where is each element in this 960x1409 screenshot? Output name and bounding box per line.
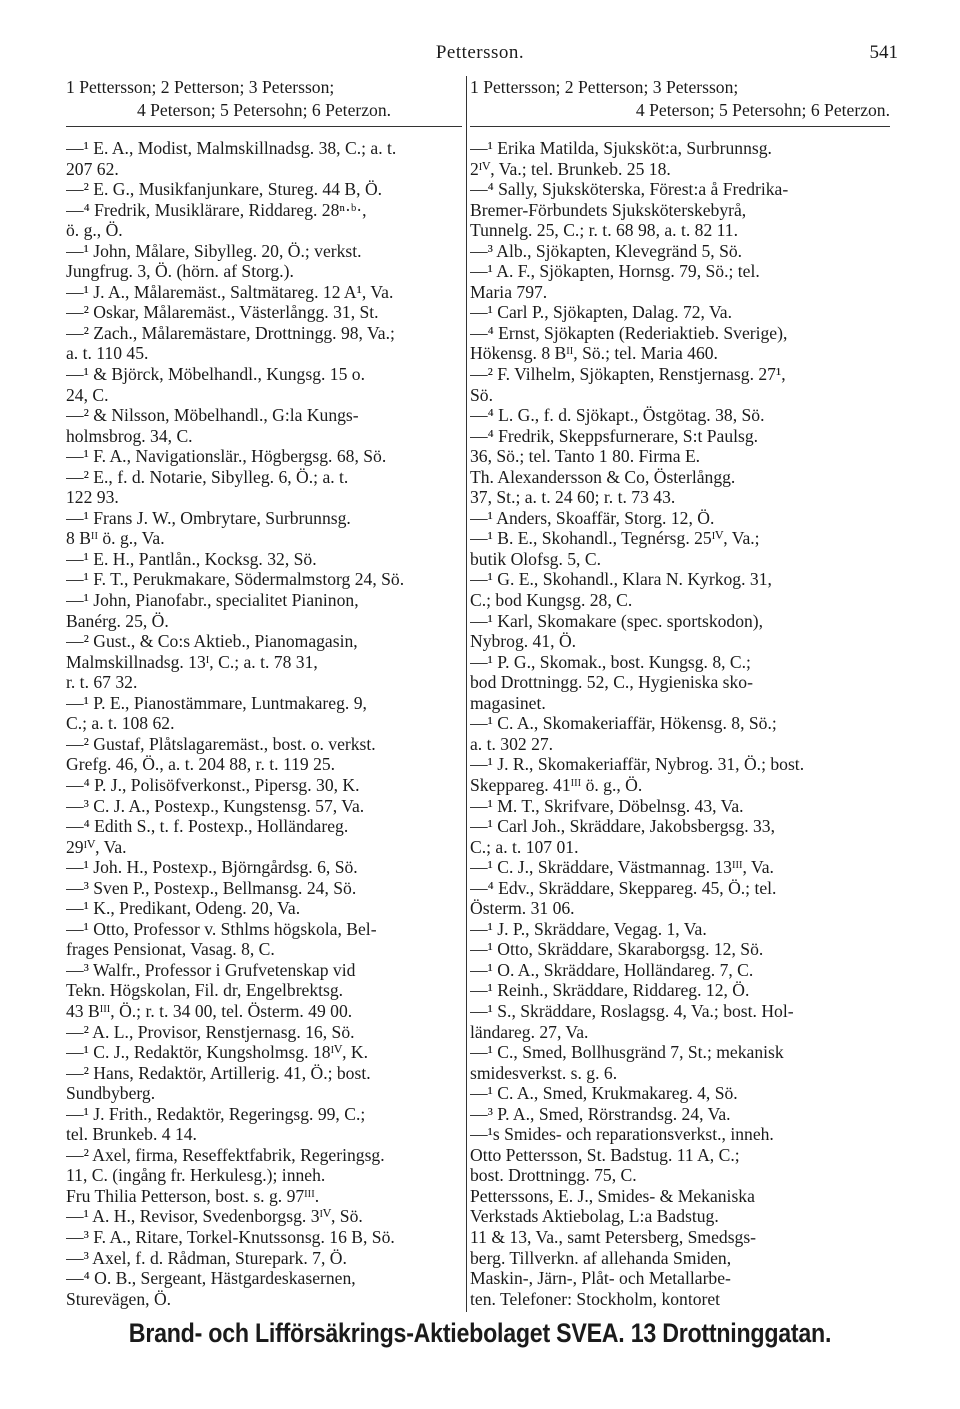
directory-entry-line: —¹ John, Målare, Sibylleg. 20, Ö.; verkst. (66, 240, 362, 261)
directory-entry-line: bod Drottningg. 52, C., Hygieniska sko- (470, 672, 753, 693)
directory-entry-line: —³ F. A., Ritare, Torkel-Knutssonsg. 16 B, Sö. (66, 1226, 395, 1247)
directory-entry-line: Th. Alexandersson & Co, Österlångg. (470, 466, 736, 487)
left-column-heading (66, 76, 462, 127)
directory-entry-line: —³ Sven P., Postexp., Bellmansg. 24, Sö. (66, 877, 357, 898)
directory-entry-line: 37, St.; a. t. 24 60; r. t. 73 43. (470, 487, 676, 508)
directory-entry-line: —¹ G. E., Skohandl., Klara N. Kyrkog. 31, (470, 569, 772, 590)
directory-entry-line: holmsbrog. 34, C. (66, 425, 193, 446)
directory-entry-line: bost. Drottningg. 75, C. (470, 1165, 637, 1186)
directory-entry-line: —³ Walfr., Professor i Grufvetenskap vid (66, 959, 356, 980)
directory-entry-line: 36, Sö.; tel. Tanto 1 80. Firma E. (470, 446, 701, 467)
right-heading-line2: 4 Peterson; 5 Petersohn; 6 Peterzon. (635, 100, 890, 120)
directory-entry-line: —³ P. A., Smed, Rörstrandsg. 24, Va. (470, 1103, 731, 1124)
directory-entry-line: —¹ J. R., Skomakeriaffär, Nybrog. 31, Ö.; bost. (470, 754, 805, 775)
directory-entry-line: —¹s Smides- och reparationsverkst., inneh. (470, 1124, 774, 1145)
directory-entry-line: 43 Bᴵᴵᴵ, Ö.; r. t. 34 00, tel. Österm. 49 00. (66, 1000, 353, 1021)
directory-entry-line: —⁴ Fredrik, Skeppsfurnerare, S:t Paulsg. (470, 425, 759, 446)
directory-entry-line: —¹ Frans J. W., Ombrytare, Surbrunnsg. (66, 507, 351, 528)
column-divider (466, 76, 467, 1312)
directory-entry-line: frages Pensionat, Vasag. 8, C. (66, 939, 275, 960)
directory-entry-line: —¹ Carl P., Sjökapten, Dalag. 72, Va. (470, 302, 732, 323)
directory-entry-line: —² E., f. d. Notarie, Sibylleg. 6, Ö.; a. t. (66, 466, 349, 487)
directory-entry-line: —¹ J. A., Målaremäst., Saltmätareg. 12 A¹, Va. (66, 281, 394, 302)
directory-entry-line: —¹ P. G., Skomak., bost. Kungsg. 8, C.; (470, 651, 751, 672)
directory-entry-line: Skeppareg. 41ᴵᴵᴵ ö. g., Ö. (470, 774, 643, 795)
directory-entry-line: —¹ C. A., Skomakeriaffär, Hökensg. 8, Sö.; (470, 713, 777, 734)
directory-entry-line: Sö. (470, 384, 493, 405)
directory-entry-line: 11 & 13, Va., samt Petersberg, Smedsgs- (470, 1226, 757, 1247)
directory-entry-line: —¹ E. H., Pantlån., Kocksg. 32, Sö. (66, 548, 317, 569)
directory-entry-line: —² Zach., Målaremästare, Drottningg. 98, Va.; (66, 322, 395, 343)
directory-entry-line: —¹ P. E., Pianostämmare, Luntmakareg. 9, (66, 692, 367, 713)
right-column-entries (470, 138, 890, 1314)
directory-entry-line: berg. Tillverkn. af allehanda Smiden, (470, 1247, 732, 1268)
directory-entry-line: —¹ Otto, Skräddare, Skaraborgsg. 12, Sö. (470, 939, 764, 960)
directory-entry-line: —¹ C., Smed, Bollhusgränd 7, St.; mekanisk (470, 1042, 784, 1063)
directory-entry-line: —⁴ Fredrik, Musiklärare, Riddareg. 28ⁿ·ᵇ·, (66, 199, 367, 220)
directory-entry-line: Malmskillnadsg. 13ᴵ, C.; a. t. 78 31, (66, 651, 318, 672)
directory-entry-line: Banérg. 25, Ö. (66, 610, 169, 631)
directory-entry-line: smidesverkst. s. g. 6. (470, 1062, 618, 1083)
directory-entry-line: —² Gustaf, Plåtslagaremäst., bost. o. verkst. (66, 733, 376, 754)
directory-entry-line: —¹ F. A., Navigationslär., Högbergsg. 68, Sö. (66, 446, 387, 467)
directory-entry-line: —³ C. J. A., Postexp., Kungstensg. 57, Va. (66, 795, 365, 816)
directory-entry-line: 122 93. (66, 487, 119, 508)
directory-entry-line: —¹ E. A., Modist, Malmskillnadsg. 38, C.; a. t. (66, 138, 397, 158)
directory-entry-line: —² F. Vilhelm, Sjökapten, Renstjernasg. 27¹, (470, 364, 786, 385)
directory-entry-line: 207 62. (66, 158, 119, 179)
directory-entry-line: —¹ A. F., Sjökapten, Hornsg. 79, Sö.; tel. (470, 261, 760, 282)
directory-entry-line: —¹ Anders, Skoaffär, Storg. 12, Ö. (470, 507, 715, 528)
directory-entry-line: —¹ J. Frith., Redaktör, Regeringsg. 99, C.; (66, 1103, 366, 1124)
directory-entry-line: —¹ Karl, Skomakare (spec. sportskodon), (470, 610, 764, 631)
directory-entry-line: —¹ & Björck, Möbelhandl., Kungsg. 15 o. (66, 364, 365, 385)
directory-entry-line: —¹ C. J., Skräddare, Västmannag. 13ᴵᴵᴵ, Va. (470, 857, 774, 878)
directory-entry-line: Tunnelg. 25, C.; r. t. 68 98, a. t. 82 11. (470, 220, 738, 241)
directory-entry-line: Bremer-Förbundets Sjuksköterskebyrå, (470, 199, 747, 220)
directory-entry-line: —² E. G., Musikfanjunkare, Stureg. 44 B, Ö. (66, 179, 383, 200)
directory-entry-line: Maskin-, Järn-, Plåt- och Metallarbe- (470, 1268, 731, 1289)
directory-entry-line: 8 Bᴵᴵ ö. g., Va. (66, 528, 165, 549)
directory-entry-line: Maria 797. (470, 281, 548, 302)
directory-entry-line: —¹ John, Pianofabr., specialitet Pianinon, (66, 590, 359, 611)
footer-advertisement: Brand- och Lifförsäkrings-Aktiebolaget SVEA. 13 Drottninggatan. (128, 1318, 832, 1348)
directory-entry-line: —² Gust., & Co:s Aktieb., Pianomagasin, (66, 631, 358, 652)
directory-entry-line: —¹ Reinh., Skräddare, Riddareg. 12, Ö. (470, 980, 750, 1001)
directory-entry-line: Fru Thilia Petterson, bost. s. g. 97ᴵᴵᴵ. (66, 1185, 320, 1206)
directory-entry-line: 29ᴵⱽ, Va. (66, 836, 127, 857)
directory-entry-line: —³ Alb., Sjökapten, Klevegränd 5, Sö. (470, 240, 743, 261)
directory-entry-line: —⁴ P. J., Polisöfverkonst., Pipersg. 30, K. (66, 774, 360, 795)
directory-entry-line: —¹ Joh. H., Postexp., Björngårdsg. 6, Sö. (66, 857, 358, 878)
directory-entry-line: Nybrog. 41, Ö. (470, 631, 577, 652)
directory-entry-line: —⁴ O. B., Sergeant, Hästgardeskasernen, (66, 1268, 356, 1289)
directory-entry-line: —¹ M. T., Skrifvare, Döbelnsg. 43, Va. (470, 795, 744, 816)
directory-entry-line: —² Hans, Redaktör, Artillerig. 41, Ö.; bost. (66, 1062, 371, 1083)
left-heading-line2: 4 Peterson; 5 Petersohn; 6 Peterzon. (136, 100, 392, 120)
directory-entry-line: —¹ C. A., Smed, Krukmakareg. 4, Sö. (470, 1083, 738, 1104)
page-title: Pettersson. (435, 42, 525, 63)
directory-entry-line: —³ Axel, f. d. Rådman, Sturepark. 7, Ö. (66, 1247, 347, 1268)
directory-entry-line: tel. Brunkeb. 4 14. (66, 1124, 197, 1145)
directory-entry-line: Österm. 31 06. (470, 898, 575, 919)
directory-entry-line: ländareg. 27, Va. (470, 1021, 589, 1042)
right-heading-line1: 1 Pettersson; 2 Petterson; 3 Petersson; (470, 77, 739, 97)
directory-entry-line: —¹ Carl Joh., Skräddare, Jakobsbergsg. 33, (470, 816, 775, 837)
directory-entry-line: Hökensg. 8 Bᴵᴵ, Sö.; tel. Maria 460. (470, 343, 718, 364)
directory-entry-line: —² Oskar, Målaremäst., Västerlångg. 31, St. (66, 302, 379, 323)
directory-entry-line: —¹ F. T., Perukmakare, Södermalmstorg 24, Sö. (66, 569, 405, 590)
directory-entry-line: 24, C. (66, 384, 109, 405)
directory-entry-line: C.; a. t. 108 62. (66, 713, 175, 734)
directory-entry-line: —⁴ Ernst, Sjökapten (Rederiaktieb. Sverige), (470, 322, 788, 343)
left-column-entries (66, 138, 462, 1314)
directory-entry-line: —¹ Erika Matilda, Sjuksköt:a, Surbrunnsg. (470, 138, 772, 158)
directory-entry-line: —¹ S., Skräddare, Roslagsg. 4, Va.; bost. Hol- (470, 1000, 794, 1021)
directory-entry-line: —² & Nilsson, Möbelhandl., G:la Kungs- (66, 405, 359, 426)
directory-entry-line: 11, C. (ingång fr. Herkulesg.); inneh. (66, 1165, 326, 1186)
directory-entry-line: Jungfrug. 3, Ö. (hörn. af Storg.). (66, 261, 294, 282)
directory-entry-line: —⁴ Edith S., t. f. Postexp., Holländareg. (66, 816, 349, 837)
directory-entry-line: Grefg. 46, Ö., a. t. 204 88, r. t. 119 25. (66, 754, 336, 775)
directory-entry-line: Otto Pettersson, St. Badstug. 11 A, C.; (470, 1144, 740, 1165)
directory-entry-line: —⁴ Edv., Skräddare, Skeppareg. 45, Ö.; tel. (470, 877, 777, 898)
directory-entry-line: C.; bod Kungsg. 28, C. (470, 590, 633, 611)
directory-entry-line: a. t. 110 45. (66, 343, 149, 364)
page-number: 541 (869, 42, 898, 63)
left-heading-line1: 1 Pettersson; 2 Petterson; 3 Petersson; (66, 77, 335, 97)
directory-entry-line: —¹ Otto, Professor v. Sthlms högskola, Bel- (66, 918, 377, 939)
directory-entry-line: C.; a. t. 107 01. (470, 836, 579, 857)
directory-entry-line: Sturevägen, Ö. (66, 1288, 172, 1309)
directory-entry-line: —⁴ Sally, Sjuksköterska, Förest:a å Fredrika- (470, 179, 789, 200)
directory-entry-line: —² Axel, firma, Reseffektfabrik, Regeringsg. (66, 1144, 385, 1165)
directory-entry-line: —¹ A. H., Revisor, Svedenborgsg. 3ᴵⱽ, Sö. (66, 1206, 363, 1227)
right-column-heading (470, 76, 890, 127)
directory-entry-line: magasinet. (470, 692, 546, 713)
directory-entry-line: r. t. 67 32. (66, 672, 138, 693)
directory-entry-line: Verkstads Aktiebolag, L:a Badstug. (470, 1206, 719, 1227)
directory-entry-line: —² A. L., Provisor, Renstjernasg. 16, Sö. (66, 1021, 355, 1042)
directory-entry-line: —⁴ L. G., f. d. Sjökapt., Östgötag. 38, Sö. (470, 405, 765, 426)
directory-entry-line: —¹ K., Predikant, Odeng. 20, Va. (66, 898, 301, 919)
directory-entry-line: Sundbyberg. (66, 1083, 156, 1104)
directory-entry-line: 2ᴵⱽ, Va.; tel. Brunkeb. 25 18. (470, 158, 671, 179)
directory-entry-line: —¹ O. A., Skräddare, Holländareg. 7, C. (470, 959, 754, 980)
directory-entry-line: —¹ J. P., Skräddare, Vegag. 1, Va. (470, 918, 707, 939)
directory-entry-line: ten. Telefoner: Stockholm, kontoret (470, 1288, 721, 1309)
directory-entry-line: Petterssons, E. J., Smides- & Mekaniska (470, 1185, 755, 1206)
directory-entry-line: ö. g., Ö. (66, 220, 123, 241)
directory-entry-line: —¹ C. J., Redaktör, Kungsholmsg. 18ᴵⱽ, K. (66, 1042, 368, 1063)
directory-entry-line: butik Olofsg. 5, C. (470, 548, 601, 569)
directory-entry-line: Tekn. Högskolan, Fil. dr, Engelbrektsg. (66, 980, 344, 1001)
directory-entry-line: —¹ B. E., Skohandl., Tegnérsg. 25ᴵⱽ, Va.; (470, 528, 760, 549)
directory-entry-line: a. t. 302 27. (470, 733, 554, 754)
